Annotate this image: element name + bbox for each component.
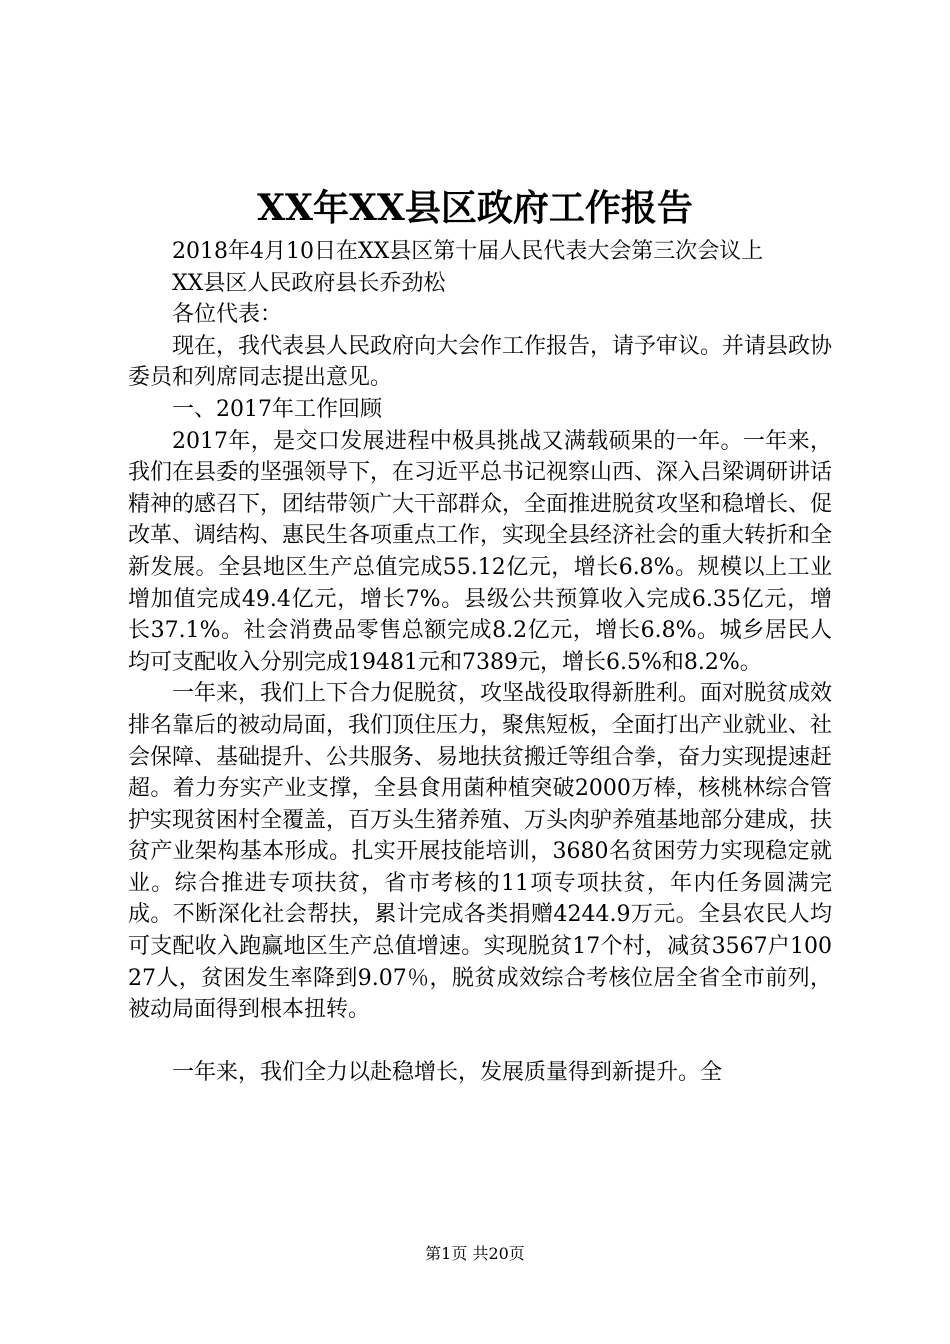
meeting-info-paragraph: 2018年4月10日在XX县区第十届人民代表大会第三次会议上 (172, 239, 764, 264)
poverty-paragraph: 一年来，我们上下合力促脱贫，攻坚战役取得新胜利。面对脱贫成效排名靠后的被动局面，我们顶住压力，聚焦短板，全面打出产业就业、社会保障、基础提升、公共服务、易地扶贫搬迁等组合拳，奋力实现提速赶超。着力夯实产业支撑，全县食用菌种植突破2000万棒，核桃林综合管护实现贫困村全覆盖，百万头生猪养殖、万头肉驴养殖基地部分建成，扶贫产业架构基本形成。扎实开展技能培训，3680名贫困劳力实现稳定就业。综合推进专项扶贫，省市考核的11项专项扶贫，年内任务圆满完成。不断深化社会帮扶，累计完成各类捐赠4244.9万元。全县农民人均可支配收入跑赢地区生产总值增速。实现脱贫17个村，减贫3567户10027人，贫困发生率降到9.07％，脱贫成效综合考核位居全省全市前列，被动局面得到根本扭转。 (128, 681, 833, 1023)
growth-paragraph: 一年来，我们全力以赴稳增长，发展质量得到新提升。全 (172, 1059, 723, 1085)
document-body (128, 236, 832, 1088)
opening-paragraph: 现在，我代表县人民政府向大会作工作报告，请予审议。并请县政协委员和列席同志提出意见。 (128, 333, 833, 391)
speaker-paragraph: XX县区人民政府县长乔劲松 (172, 270, 446, 296)
page-footer: 第1页 共20页 (425, 1244, 525, 1263)
section-heading: 一、2017年工作回顾 (172, 396, 382, 422)
review-paragraph: 2017年，是交口发展进程中极具挑战又满载硕果的一年。一年来，我们在县委的坚强领导下，在习近平总书记视察山西、深入吕梁调研讲话精神的感召下，团结带领广大干部群众，全面推进脱贫攻坚和稳增长、促改革、调结构、惠民生各项重点工作，实现全县经济社会的重大转折和全新发展。全县地区生产总值完成55.12亿元，增长6.8%。规模以上工业增加值完成49.4亿元，增长7%。县级公共预算收入完成6.35亿元，增长37.1%。社会消费品零售总额完成8.2亿元，增长6.8%。城乡居民人均可支配收入分别完成19481元和7389元，增长6.5%和8.2%。 (128, 428, 833, 675)
document-title: XX年XX县区政府工作报告 (257, 187, 693, 229)
salutation-paragraph: 各位代表： (172, 302, 283, 328)
